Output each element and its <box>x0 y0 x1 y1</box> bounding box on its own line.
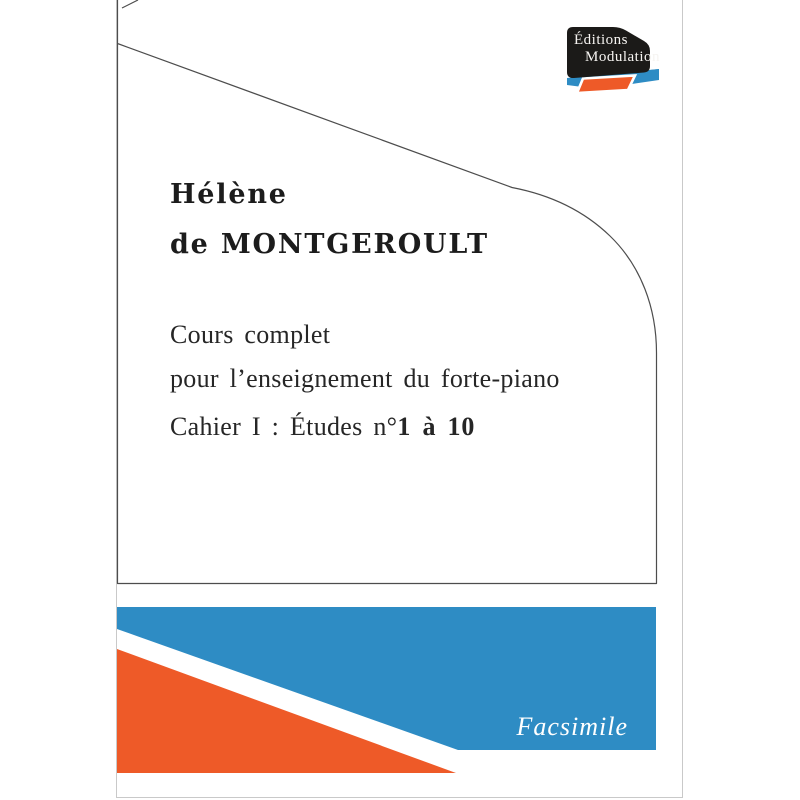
title-line1: Cours complet <box>170 320 331 349</box>
publisher-name-line2: Modulation <box>585 49 660 65</box>
bottom-banner <box>117 607 656 773</box>
publisher-logo <box>558 22 668 104</box>
publisher-name-line1: Éditions <box>574 32 629 48</box>
subtitle-prefix: Cahier I : Études n° <box>170 412 398 441</box>
facsimile-label: Facsimile <box>516 712 628 741</box>
author-first-name: Hélène <box>170 179 288 210</box>
subtitle-numbers: 1 à 10 <box>397 412 476 441</box>
title-line2: pour l’enseignement du forte-piano <box>170 364 560 393</box>
corner-tick-line <box>122 0 138 8</box>
logo-orange-stripe <box>577 76 635 94</box>
author-last-name: de MONTGEROULT <box>170 229 489 260</box>
subtitle-line <box>170 414 475 440</box>
